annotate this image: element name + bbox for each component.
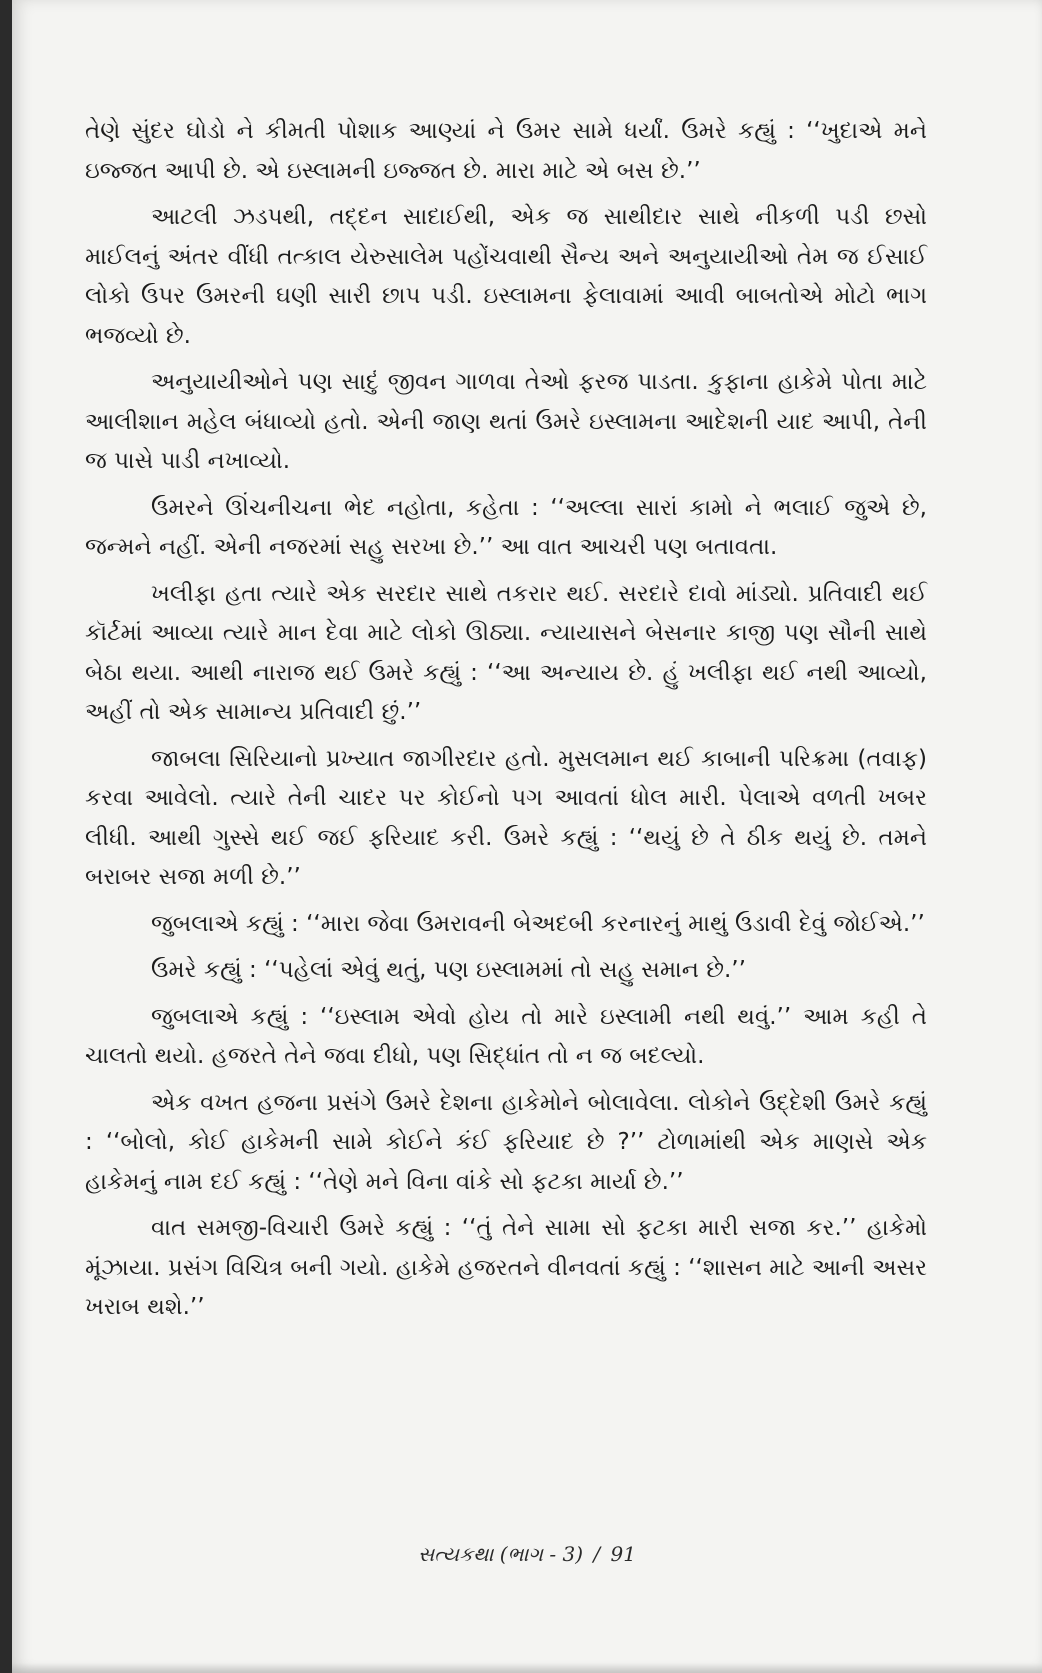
paragraph: એક વખત હજના પ્રસંગે ઉમરે દેશના હાકેમોને બોલાવેલા. લોકોને ઉદ્દેશી ઉમરે કહ્યું : ‘‘બોલો, કોઈ હાકેમની સામે કોઈને કંઈ ફરિયાદ છે ?’’ ટોળામાંથી એક માણસે એક હાકેમનું નામ દઈ કહ્યું : ‘‘તેણે મને વિના વાંકે સો ફટકા માર્યા છે.’’ (85, 1089, 927, 1195)
paragraph: આટલી ઝડપથી, તદ્દન સાદાઈથી, એક જ સાથીદાર સાથે નીકળી પડી છસો માઈલનું અંતર વીંધી તત્કાલ યેરુસાલેમ પહોંચવાથી સૈન્ય અને અનુયાયીઓ તેમ જ ઈસાઈ લોકો ઉપર ઉમરની ઘણી સારી છાપ પડી. ઇસ્લામના ફેલાવામાં આવી બાબતોએ મોટો ભાગ ભજવ્યો છે. (85, 204, 927, 349)
page-body (85, 112, 927, 1335)
paragraph: અનુયાયીઓને પણ સાદું જીવન ગાળવા તેઓ ફરજ પાડતા. કુફાના હાકેમે પોતા માટે આલીશાન મહેલ બંધાવ્યો હતો. એની જાણ થતાં ઉમરે ઇસ્લામના આદેશની યાદ આપી, તેની જ પાસે પાડી નખાવ્યો. (85, 369, 927, 474)
paragraph: વાત સમજી-વિચારી ઉમરે કહ્યું : ‘‘તું તેને સામા સો ફટકા મારી સજા કર.’’ હાકેમો મૂંઝાયા. પ્રસંગ વિચિત્ર બની ગયો. હાકેમે હજરતને વીનવતાં કહ્યું : ‘‘શાસન માટે આની અસર ખરાબ થશે.’’ (85, 1215, 927, 1320)
paragraph: ખલીફા હતા ત્યારે એક સરદાર સાથે તકરાર થઈ. સરદારે દાવો માંડ્યો. પ્રતિવાદી થઈ કૉર્ટમાં આવ્યા ત્યારે માન દેવા માટે લોકો ઊઠ્યા. ન્યાયાસને બેસનાર કાજી પણ સૌની સાથે બેઠા થયા. આથી નારાજ થઈ ઉમરે કહ્યું : ‘‘આ અન્યાય છે. હું ખલીફા થઈ નથી આવ્યો, અહીં તો એક સામાન્ય પ્રતિવાદી છું.’’ (85, 580, 927, 725)
paragraph: ઉમરને ઊંચનીચના ભેદ નહોતા, કહેતા : ‘‘અલ્લા સારાં કામો ને ભલાઈ જુએ છે, જન્મને નહીં. એની નજરમાં સહુ સરખા છે.’’ આ વાત આચરી પણ બતાવતા. (85, 494, 927, 560)
paragraph: જુબલાએ કહ્યું : ‘‘મારા જેવા ઉમરાવની બેઅદબી કરનારનું માથું ઉડાવી દેવું જોઈએ.’’ (151, 910, 925, 937)
page-number: 91 (610, 1542, 636, 1566)
paragraph: જાબલા સિરિયાનો પ્રખ્યાત જાગીરદાર હતો. મુસલમાન થઈ કાબાની પરિક્રમા (તવાફ) કરવા આવેલો. ત્યારે તેની ચાદર પર કોઈનો પગ આવતાં ધોલ મારી. પેલાએ વળતી ખબર લીધી. આથી ગુસ્સે થઈ જઈ ફરિયાદ કરી. ઉમરે કહ્યું : ‘‘થયું છે તે ઠીક થયું છે. તમને બરાબર સજા મળી છે.’’ (85, 745, 927, 890)
paragraph: તેણે સુંદર ઘોડો ને કીમતી પોશાક આણ્યાં ને ઉમર સામે ધર્યાં. ઉમરે કહ્યું : ‘‘ખુદાએ મને ઇજ્જત આપી છે. એ ઇસ્લામની ઇજ્જત છે. મારા માટે એ બસ છે.’’ (85, 118, 927, 184)
footer-separator: / (593, 1542, 601, 1566)
paragraph: જુબલાએ કહ્યું : ‘‘ઇસ્લામ એવો હોય તો મારે ઇસ્લામી નથી થવું.’’ આમ કહી તે ચાલતો થયો. હજરતે તેને જવા દીધો, પણ સિદ્ધાંત તો ન જ બદલ્યો. (85, 1003, 927, 1069)
paragraph: ઉમરે કહ્યું : ‘‘પહેલાં એવું થતું, પણ ઇસ્લામમાં તો સહુ સમાન છે.’’ (151, 957, 746, 983)
book-title: સત્યકથા (ભાગ - 3) (418, 1542, 584, 1566)
page-footer (12, 1542, 1042, 1566)
book-page (12, 0, 1042, 1673)
